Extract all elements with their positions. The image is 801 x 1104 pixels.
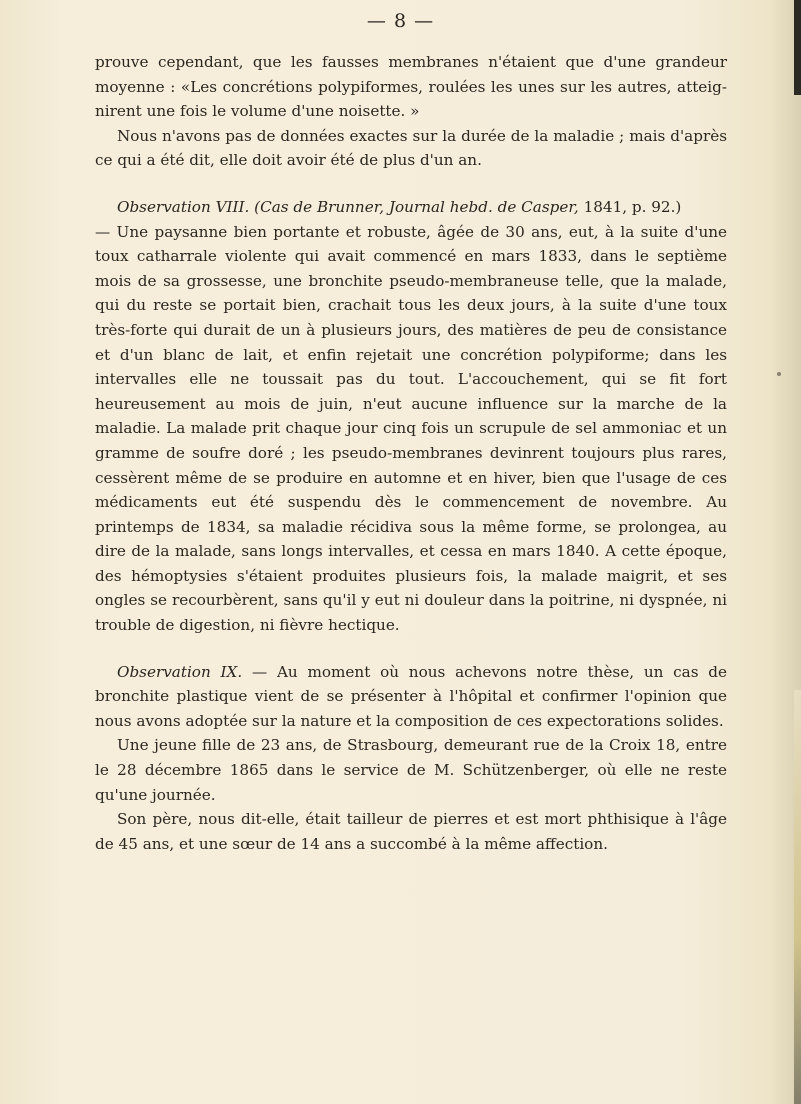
paragraph-duration: Nous n'avons pas de données exactes sur la durée de la maladie ; mais d'après ce qui a été dit, elle doit avoir été de plus d'un an. [95, 126, 727, 170]
observation-8-body: — Une paysanne bien portante et robuste, âgée de 30 ans, eut, à la suite d'une toux catharrale violente qui avait commencé en mars 1833, dans le septième mois de sa grossesse, une bronchite pseudo-membraneuse telle, que la malade, qui du reste se portait bien, crachait tous les deux jours, à la suite d'une toux très-forte qui durait de un à plusieurs jours, des matières de peu de consistance et d'un blanc de lait, et enfin rejetait une concrétion polypiforme; dans les intervalles elle ne toussait pas du tout. L'accouchement, qui se fit fort heureusement au mois de juin, n'eut aucune influence sur la marche de la maladie. La malade prit chaque jour cinq fois un scrupule de sel ammoniac et un gramme de soufre doré ; les pseudo-membranes devinrent toujours plus rares, cessèrent même de se produire en automne et en hiver, bien que l'usage de ces médicaments eut été suspendu dès le commencement de novembre. Au printemps de 1834, sa maladie récidiva sous la même forme, se prolongea, au dire de la malade, sans longs intervalles, et cessa en mars 1840. A cette époque, des hémoptysies s'étaient produites plusieurs fois, la malade maigrit, et ses ongles se recourbèrent, sans qu'il y eut ni douleur dans la poitrine, ni dyspnée, ni trouble de digestion, ni fièvre hectique. [95, 222, 727, 635]
observation-8-heading: Observation VIII. (Cas de Brunner, Journal hebd. de Casper, [117, 197, 579, 216]
paragraph-continuation: prouve cependant, que les fausses membranes n'étaient que d'une grandeur moyenne : «Les concrétions polypiformes, roulées les unes sur les autres, atteig-nirent une fois le volume d'une noisette. » [95, 53, 727, 121]
paragraph-family-history: Son père, nous dit-elle, était tailleur de pierres et est mort phthisique à l'âge de 45 ans, et une sœur de 14 ans a succombé à la même affection. [95, 810, 727, 853]
page-number: — 8 — [366, 10, 435, 32]
page-edge-shadow-bottom [794, 690, 801, 1104]
observation-9-heading: Observation IX. [117, 662, 243, 681]
observation-8 [95, 195, 727, 638]
paragraph-patient: Une jeune fille de 23 ans, de Strasbourg, demeurant rue de la Croix 18, entre le 28 décembre 1865 dans le service de M. Schützenberger, où elle ne reste qu'une journée. [95, 736, 727, 804]
margin-speck [777, 372, 781, 376]
observation-9 [95, 660, 727, 734]
observation-9-body: — Au moment où nous achevons notre thèse, un cas de bronchite plastique vient de se présenter à l'hôpital et confirmer l'opinion que nous avons adoptée sur la nature et la composition de ces expectorations solides. [95, 662, 728, 730]
observation-8-reference: 1841, p. 92.) [583, 197, 682, 216]
body-text [95, 50, 727, 856]
